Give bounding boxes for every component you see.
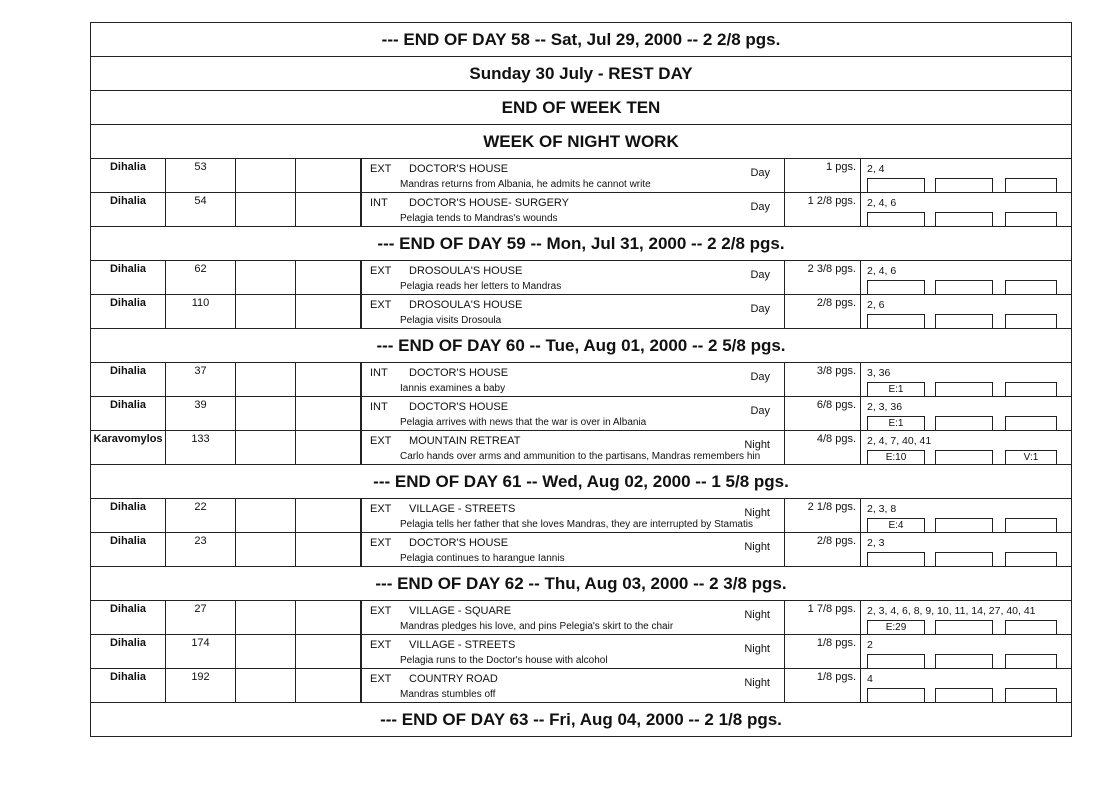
int-ext-label: EXT — [370, 503, 392, 515]
blank-cell — [236, 295, 296, 328]
extras-box — [1005, 416, 1057, 430]
scene-synopsis: Iannis examines a baby — [400, 383, 506, 394]
extras-box — [935, 382, 993, 396]
set-cell — [361, 533, 785, 566]
cast-list: 2, 3, 8 — [867, 503, 897, 515]
extras-box — [1005, 212, 1057, 226]
blank-cell — [296, 261, 361, 294]
day-night-label: Night — [744, 507, 770, 519]
blank-cell — [236, 159, 296, 192]
extras-box — [867, 688, 925, 702]
set-cell — [361, 635, 785, 668]
cast-cell — [861, 431, 1071, 464]
set-cell — [361, 261, 785, 294]
cast-list: 2, 3, 36 — [867, 401, 903, 413]
scene-row — [90, 499, 1072, 533]
scene-number-cell: 22 — [166, 499, 236, 532]
blank-cell — [296, 397, 361, 430]
day-night-label: Night — [744, 643, 770, 655]
scene-number-cell: 23 — [166, 533, 236, 566]
extras-box — [935, 450, 993, 464]
day-night-label: Night — [744, 609, 770, 621]
page-count-cell: 2 1/8 pgs. — [785, 499, 861, 532]
extras-box — [1005, 382, 1057, 396]
scene-number-cell: 133 — [166, 431, 236, 464]
scene-number-cell: 39 — [166, 397, 236, 430]
extras-box: E:1 — [867, 416, 925, 430]
scene-synopsis: Mandras returns from Albania, he admits he cannot write — [400, 179, 651, 190]
page-count-cell: 6/8 pgs. — [785, 397, 861, 430]
set-name: DOCTOR'S HOUSE — [409, 537, 509, 549]
day-night-label: Day — [750, 201, 770, 213]
scene-row — [90, 431, 1072, 465]
location-cell: Dihalia — [91, 193, 166, 226]
set-cell — [361, 363, 785, 396]
location-cell: Dihalia — [91, 397, 166, 430]
location-cell: Dihalia — [91, 295, 166, 328]
day-night-label: Day — [750, 405, 770, 417]
int-ext-label: EXT — [370, 537, 392, 549]
scene-synopsis: Carlo hands over arms and ammunition to the partisans, Mandras remembers hin — [400, 451, 761, 462]
blank-cell — [236, 499, 296, 532]
cast-cell — [861, 499, 1071, 532]
scene-synopsis: Pelagia tells her father that she loves Mandras, they are interrupted by Stamatis — [400, 519, 753, 530]
blank-cell — [296, 193, 361, 226]
extras-box — [1005, 518, 1057, 532]
page-count-cell: 1/8 pgs. — [785, 669, 861, 702]
extras-box — [935, 280, 993, 294]
page-count-cell: 1 pgs. — [785, 159, 861, 192]
extras-box — [935, 518, 993, 532]
extras-box — [1005, 178, 1057, 192]
section-banner: Sunday 30 July - REST DAY — [90, 57, 1072, 91]
blank-cell — [296, 499, 361, 532]
extras-box — [867, 654, 925, 668]
set-cell — [361, 397, 785, 430]
scene-synopsis: Mandras stumbles off — [400, 689, 496, 700]
blank-cell — [236, 363, 296, 396]
extras-box — [867, 552, 925, 566]
location-cell: Dihalia — [91, 159, 166, 192]
location-cell: Dihalia — [91, 635, 166, 668]
int-ext-label: EXT — [370, 299, 392, 311]
extras-box — [1005, 688, 1057, 702]
extras-box — [1005, 654, 1057, 668]
scene-row — [90, 635, 1072, 669]
scene-synopsis: Pelagia runs to the Doctor's house with alcohol — [400, 655, 608, 666]
page-count-cell: 2/8 pgs. — [785, 295, 861, 328]
scene-row — [90, 261, 1072, 295]
blank-cell — [296, 295, 361, 328]
section-banner: --- END OF DAY 61 -- Wed, Aug 02, 2000 -- 1 5/8 pgs. — [90, 465, 1072, 499]
scene-row — [90, 397, 1072, 431]
scene-row — [90, 601, 1072, 635]
scene-number-cell: 174 — [166, 635, 236, 668]
int-ext-label: INT — [370, 401, 388, 413]
cast-cell — [861, 363, 1071, 396]
cast-cell — [861, 397, 1071, 430]
section-banner: --- END OF DAY 60 -- Tue, Aug 01, 2000 -- 2 5/8 pgs. — [90, 329, 1072, 363]
extras-box — [1005, 552, 1057, 566]
extras-box — [867, 178, 925, 192]
extras-box — [867, 280, 925, 294]
page-count-cell: 1/8 pgs. — [785, 635, 861, 668]
cast-cell — [861, 159, 1071, 192]
scene-row — [90, 363, 1072, 397]
extras-box — [935, 620, 993, 634]
scene-number-cell: 62 — [166, 261, 236, 294]
set-name: MOUNTAIN RETREAT — [409, 435, 521, 447]
set-cell — [361, 295, 785, 328]
int-ext-label: EXT — [370, 435, 392, 447]
scene-number-cell: 54 — [166, 193, 236, 226]
page-count-cell: 2/8 pgs. — [785, 533, 861, 566]
extras-box — [867, 314, 925, 328]
scene-row — [90, 295, 1072, 329]
extras-box — [1005, 280, 1057, 294]
extras-box — [1005, 620, 1057, 634]
cast-list: 2, 4, 6 — [867, 265, 897, 277]
int-ext-label: EXT — [370, 605, 392, 617]
cast-list: 3, 36 — [867, 367, 891, 379]
extras-box — [935, 416, 993, 430]
extras-box — [935, 314, 993, 328]
blank-cell — [296, 601, 361, 634]
cast-list: 2, 4, 6 — [867, 197, 897, 209]
cast-list: 2 — [867, 639, 873, 651]
scene-synopsis: Pelagia continues to harangue Iannis — [400, 553, 565, 564]
set-name: COUNTRY ROAD — [409, 673, 498, 685]
set-name: DOCTOR'S HOUSE- SURGERY — [409, 197, 569, 209]
blank-cell — [236, 669, 296, 702]
scene-synopsis: Pelagia visits Drosoula — [400, 315, 502, 326]
shooting-schedule — [90, 22, 1072, 737]
scene-row — [90, 193, 1072, 227]
blank-cell — [236, 533, 296, 566]
blank-cell — [296, 431, 361, 464]
set-cell — [361, 431, 785, 464]
extras-box — [1005, 314, 1057, 328]
blank-cell — [296, 363, 361, 396]
extras-box: E:4 — [867, 518, 925, 532]
int-ext-label: EXT — [370, 163, 392, 175]
cast-cell — [861, 635, 1071, 668]
blank-cell — [296, 635, 361, 668]
int-ext-label: EXT — [370, 673, 392, 685]
cast-cell — [861, 193, 1071, 226]
blank-cell — [296, 159, 361, 192]
day-night-label: Night — [744, 541, 770, 553]
cast-list: 2, 3 — [867, 537, 885, 549]
section-banner: END OF WEEK TEN — [90, 91, 1072, 125]
extras-box: V:1 — [1005, 450, 1057, 464]
page-count-cell: 3/8 pgs. — [785, 363, 861, 396]
cast-cell — [861, 669, 1071, 702]
set-name: DROSOULA'S HOUSE — [409, 265, 523, 277]
day-night-label: Night — [744, 677, 770, 689]
section-banner: WEEK OF NIGHT WORK — [90, 125, 1072, 159]
day-night-label: Day — [750, 269, 770, 281]
set-cell — [361, 499, 785, 532]
cast-cell — [861, 533, 1071, 566]
set-cell — [361, 159, 785, 192]
cast-list: 2, 6 — [867, 299, 885, 311]
extras-box — [935, 688, 993, 702]
location-cell: Dihalia — [91, 499, 166, 532]
blank-cell — [236, 397, 296, 430]
extras-box — [935, 552, 993, 566]
section-banner: --- END OF DAY 63 -- Fri, Aug 04, 2000 -- 2 1/8 pgs. — [90, 703, 1072, 737]
scene-number-cell: 192 — [166, 669, 236, 702]
scene-synopsis: Mandras pledges his love, and pins Pelegia's skirt to the chair — [400, 621, 674, 632]
set-name: VILLAGE - STREETS — [409, 503, 516, 515]
int-ext-label: EXT — [370, 639, 392, 651]
extras-box — [867, 212, 925, 226]
location-cell: Dihalia — [91, 261, 166, 294]
set-cell — [361, 669, 785, 702]
scene-synopsis: Pelagia arrives with news that the war is over in Albania — [400, 417, 647, 428]
cast-list: 4 — [867, 673, 873, 685]
blank-cell — [236, 635, 296, 668]
section-banner: --- END OF DAY 59 -- Mon, Jul 31, 2000 -- 2 2/8 pgs. — [90, 227, 1072, 261]
set-name: DOCTOR'S HOUSE — [409, 367, 509, 379]
scene-number-cell: 53 — [166, 159, 236, 192]
set-name: DOCTOR'S HOUSE — [409, 401, 509, 413]
blank-cell — [236, 431, 296, 464]
location-cell: Dihalia — [91, 363, 166, 396]
extras-box — [935, 178, 993, 192]
scene-row — [90, 159, 1072, 193]
set-name: DOCTOR'S HOUSE — [409, 163, 509, 175]
scene-row — [90, 669, 1072, 703]
location-cell: Karavomylos — [91, 431, 166, 464]
cast-cell — [861, 261, 1071, 294]
scene-row — [90, 533, 1072, 567]
location-cell: Dihalia — [91, 669, 166, 702]
blank-cell — [236, 193, 296, 226]
day-night-label: Night — [744, 439, 770, 451]
scene-synopsis: Pelagia reads her letters to Mandras — [400, 281, 562, 292]
extras-box: E:1 — [867, 382, 925, 396]
set-cell — [361, 193, 785, 226]
location-cell: Dihalia — [91, 533, 166, 566]
blank-cell — [236, 261, 296, 294]
day-night-label: Day — [750, 167, 770, 179]
day-night-label: Day — [750, 303, 770, 315]
page-count-cell: 1 2/8 pgs. — [785, 193, 861, 226]
set-name: DROSOULA'S HOUSE — [409, 299, 523, 311]
int-ext-label: EXT — [370, 265, 392, 277]
cast-cell — [861, 601, 1071, 634]
set-name: VILLAGE - SQUARE — [409, 605, 512, 617]
int-ext-label: INT — [370, 197, 388, 209]
blank-cell — [296, 533, 361, 566]
cast-cell — [861, 295, 1071, 328]
day-night-label: Day — [750, 371, 770, 383]
int-ext-label: INT — [370, 367, 388, 379]
page-count-cell: 1 7/8 pgs. — [785, 601, 861, 634]
scene-number-cell: 27 — [166, 601, 236, 634]
page-count-cell: 4/8 pgs. — [785, 431, 861, 464]
extras-box — [935, 654, 993, 668]
cast-list: 2, 4, 7, 40, 41 — [867, 435, 932, 447]
cast-list: 2, 4 — [867, 163, 885, 175]
section-banner: --- END OF DAY 58 -- Sat, Jul 29, 2000 -- 2 2/8 pgs. — [90, 22, 1072, 57]
extras-box: E:29 — [867, 620, 925, 634]
page-count-cell: 2 3/8 pgs. — [785, 261, 861, 294]
scene-synopsis: Pelagia tends to Mandras's wounds — [400, 213, 558, 224]
extras-box — [935, 212, 993, 226]
location-cell: Dihalia — [91, 601, 166, 634]
set-name: VILLAGE - STREETS — [409, 639, 516, 651]
blank-cell — [296, 669, 361, 702]
set-cell — [361, 601, 785, 634]
blank-cell — [236, 601, 296, 634]
section-banner: --- END OF DAY 62 -- Thu, Aug 03, 2000 -- 2 3/8 pgs. — [90, 567, 1072, 601]
scene-number-cell: 37 — [166, 363, 236, 396]
scene-number-cell: 110 — [166, 295, 236, 328]
cast-list: 2, 3, 4, 6, 8, 9, 10, 11, 14, 27, 40, 41 — [867, 605, 1036, 617]
extras-box: E:10 — [867, 450, 925, 464]
